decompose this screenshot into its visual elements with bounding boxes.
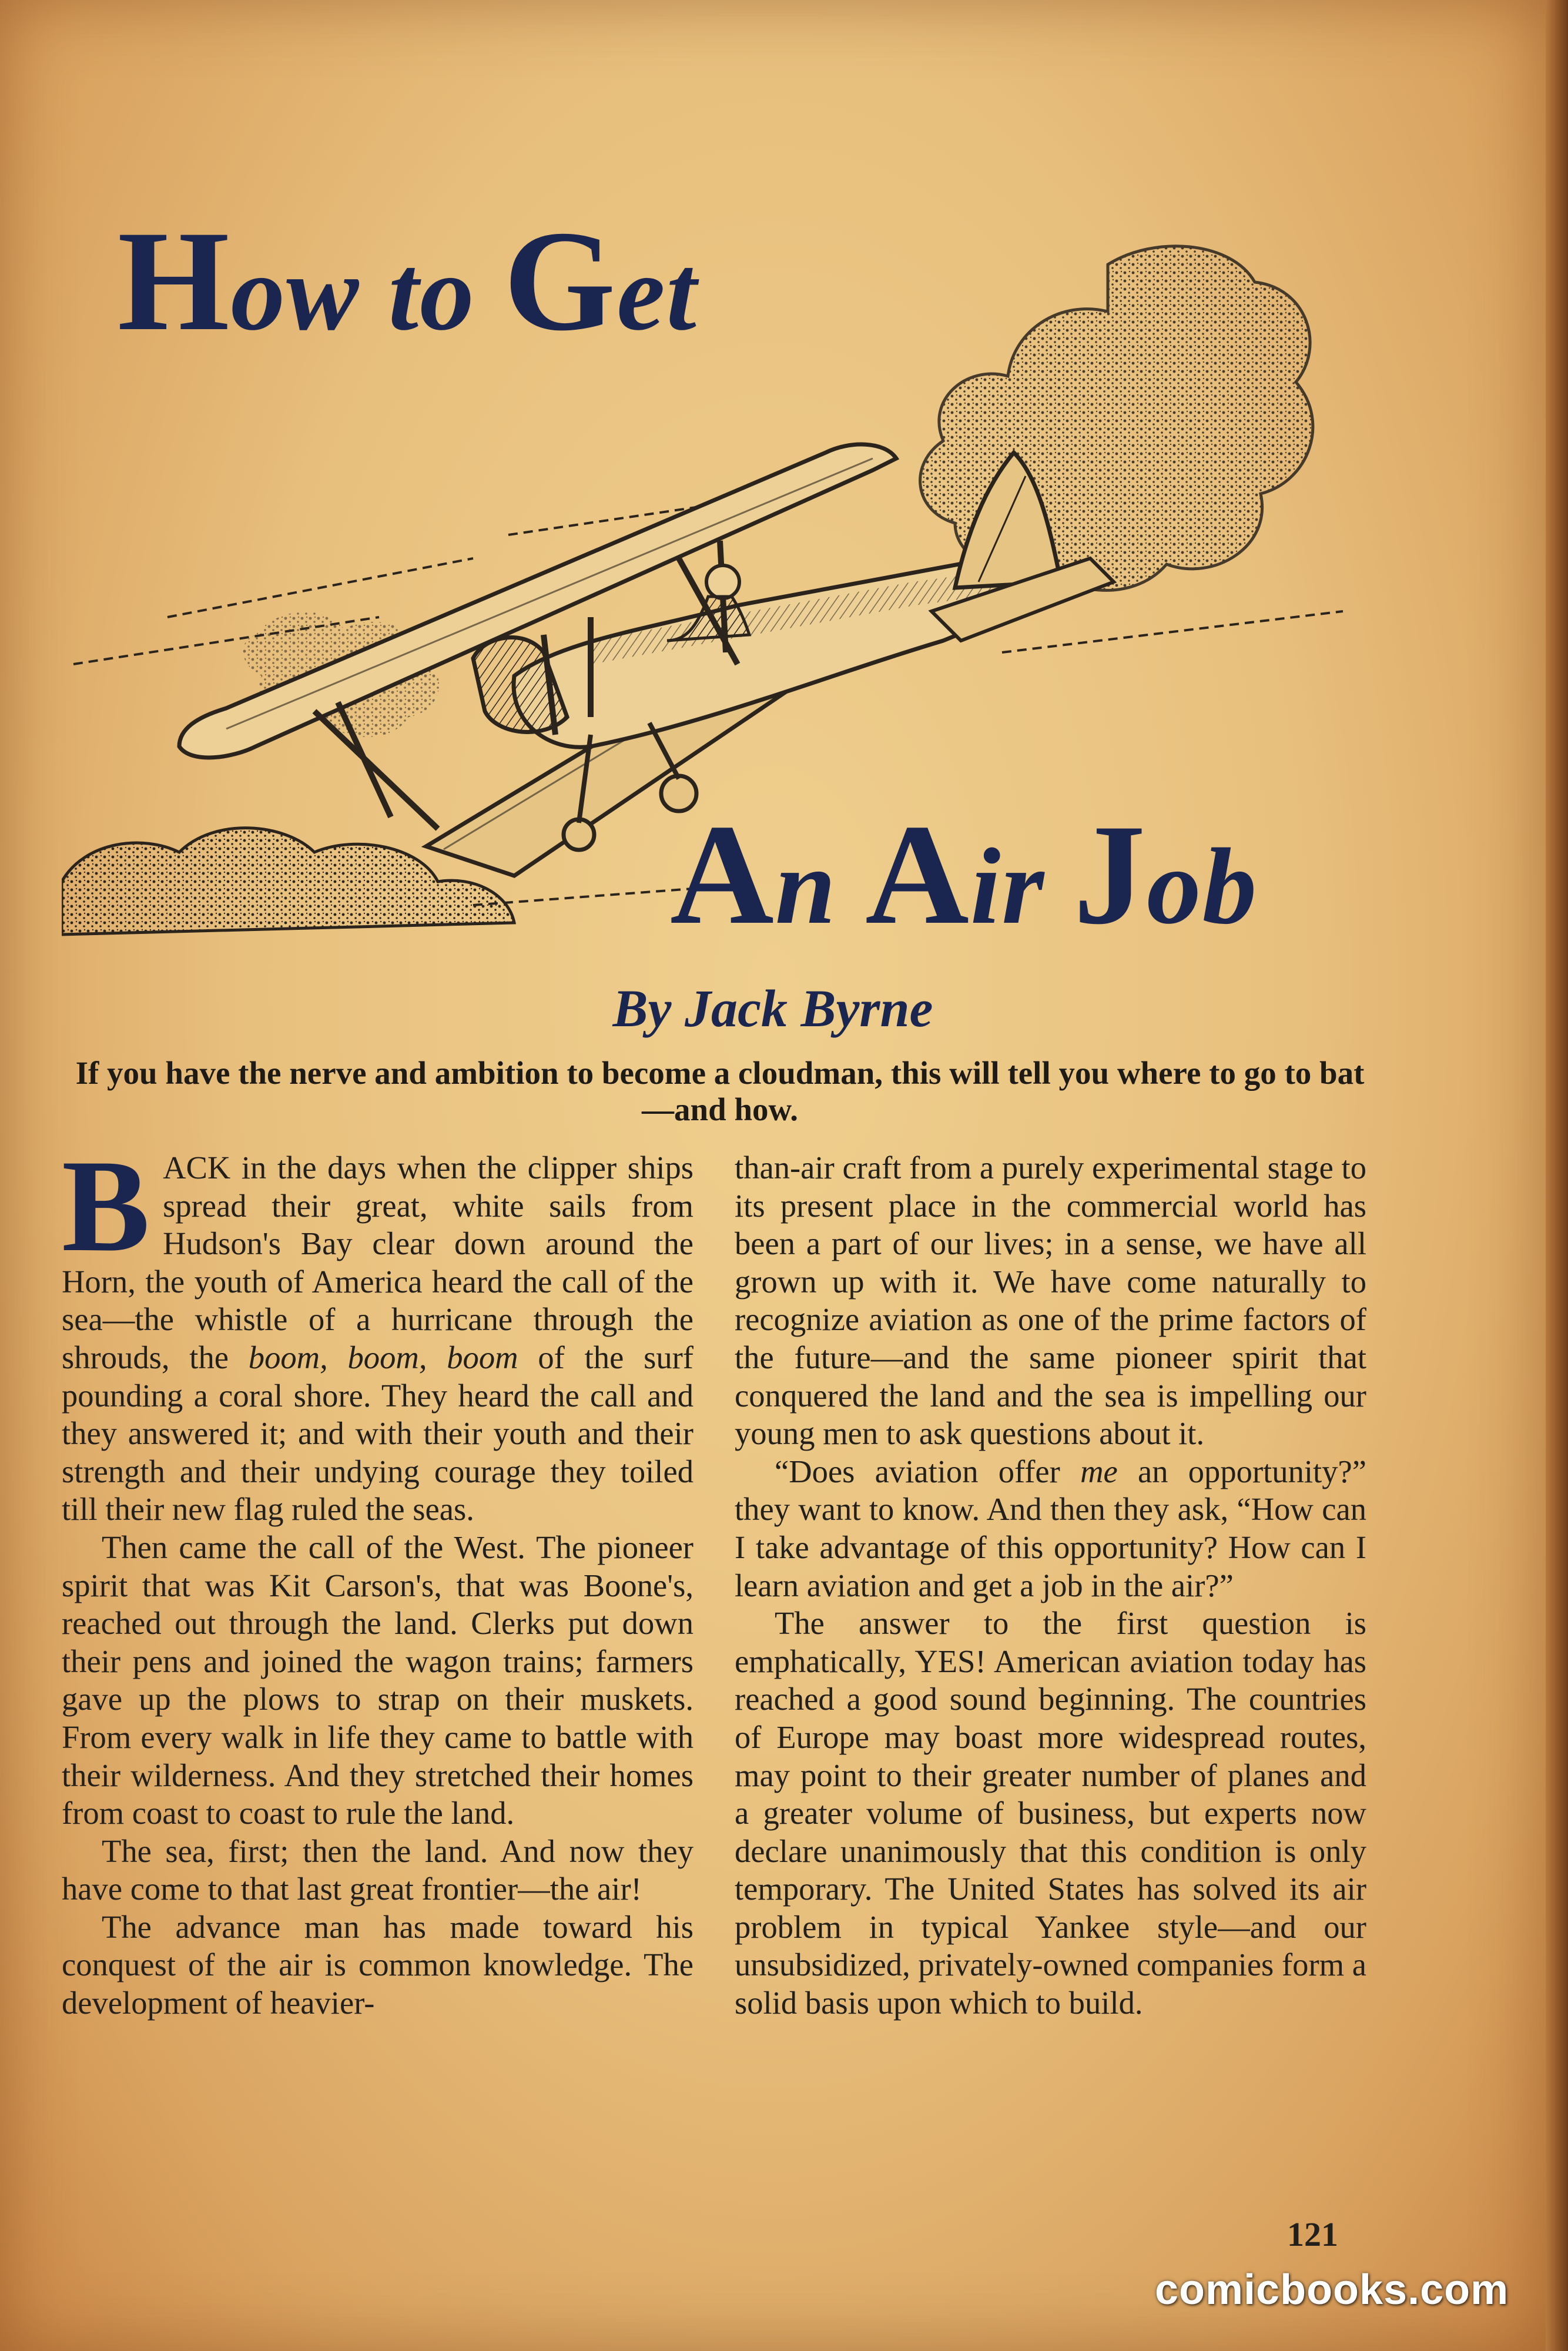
article-column-1	[62, 1132, 693, 2022]
pilot-head	[706, 565, 739, 598]
paragraph-4: The advance man has made toward his conquest of the air is common knowledge. The development of heavier-	[62, 1908, 693, 2021]
article-column-2	[735, 1149, 1366, 2022]
paragraph-6: “Does aviation offer me an opportunity?” they want to know. And then they ask, “How can I take advantage of this opportunity? How can I learn aviation and get a job in the air?”	[735, 1453, 1366, 1603]
paragraph-3: The sea, first; then the land. And now they have come to that last great frontier—the air!	[62, 1833, 693, 1907]
title-line-1: How to Get	[118, 201, 698, 360]
deck-subtitle: If you have the nerve and ambition to become a cloudman, this will tell you where to go to bat—and how.	[75, 1055, 1365, 1127]
byline: By Jack Byrne	[612, 980, 933, 1038]
page-edge	[1546, 0, 1568, 2351]
paragraph-2: Then came the call of the West. The pioneer spirit that was Kit Carson's, that was Boone's, reached out through the land. Clerks put down their pens and joined the wagon trains; farmers gave up the plows to strap on their muskets. From every walk in life they came to battle with their wilderness. And they stretched their homes from coast to coast to rule the land.	[62, 1529, 693, 1831]
paragraph-1: BACK in the days when the clipper ships spread their great, white sails from Hudson's Bay clear down around the Horn, the youth of America heard the call of the sea—the whistle of a hurricane through the shrouds, the boom, boom, boom of the surf pounding a coral shore. They heard the call and they answered it; and with their youth and their strength and their undying courage they toiled till their new flag ruled the seas.	[62, 1132, 693, 1528]
title-line-2: An Air Job	[670, 795, 1258, 954]
paragraph-5: than-air craft from a purely experimental stage to its present place in the commercial world has been a part of our lives; in a sense, we have all grown up with it. We have come naturally to recognize aviation as one of the prime factors of the future—and the same pioneer spirit that conquered the land and the sea is impelling our young men to ask questions about it.	[735, 1150, 1366, 1452]
drop-cap: B	[62, 1132, 150, 1279]
paragraph-7: The answer to the first question is emphatically, YES! American aviation today has reached a good sound beginning. The countries of Europe may boast more widespread routes, may point to their greater number of planes and a greater volume of business, but experts now declare unanimously that this condition is only temporary. The United States has solved its air problem in typical Yankee style—and our unsubsidized, privately-owned companies form a solid basis upon which to build.	[735, 1605, 1366, 2021]
page-number: 121	[1287, 2215, 1338, 2253]
watermark: comicbooks.com	[1155, 2266, 1509, 2313]
